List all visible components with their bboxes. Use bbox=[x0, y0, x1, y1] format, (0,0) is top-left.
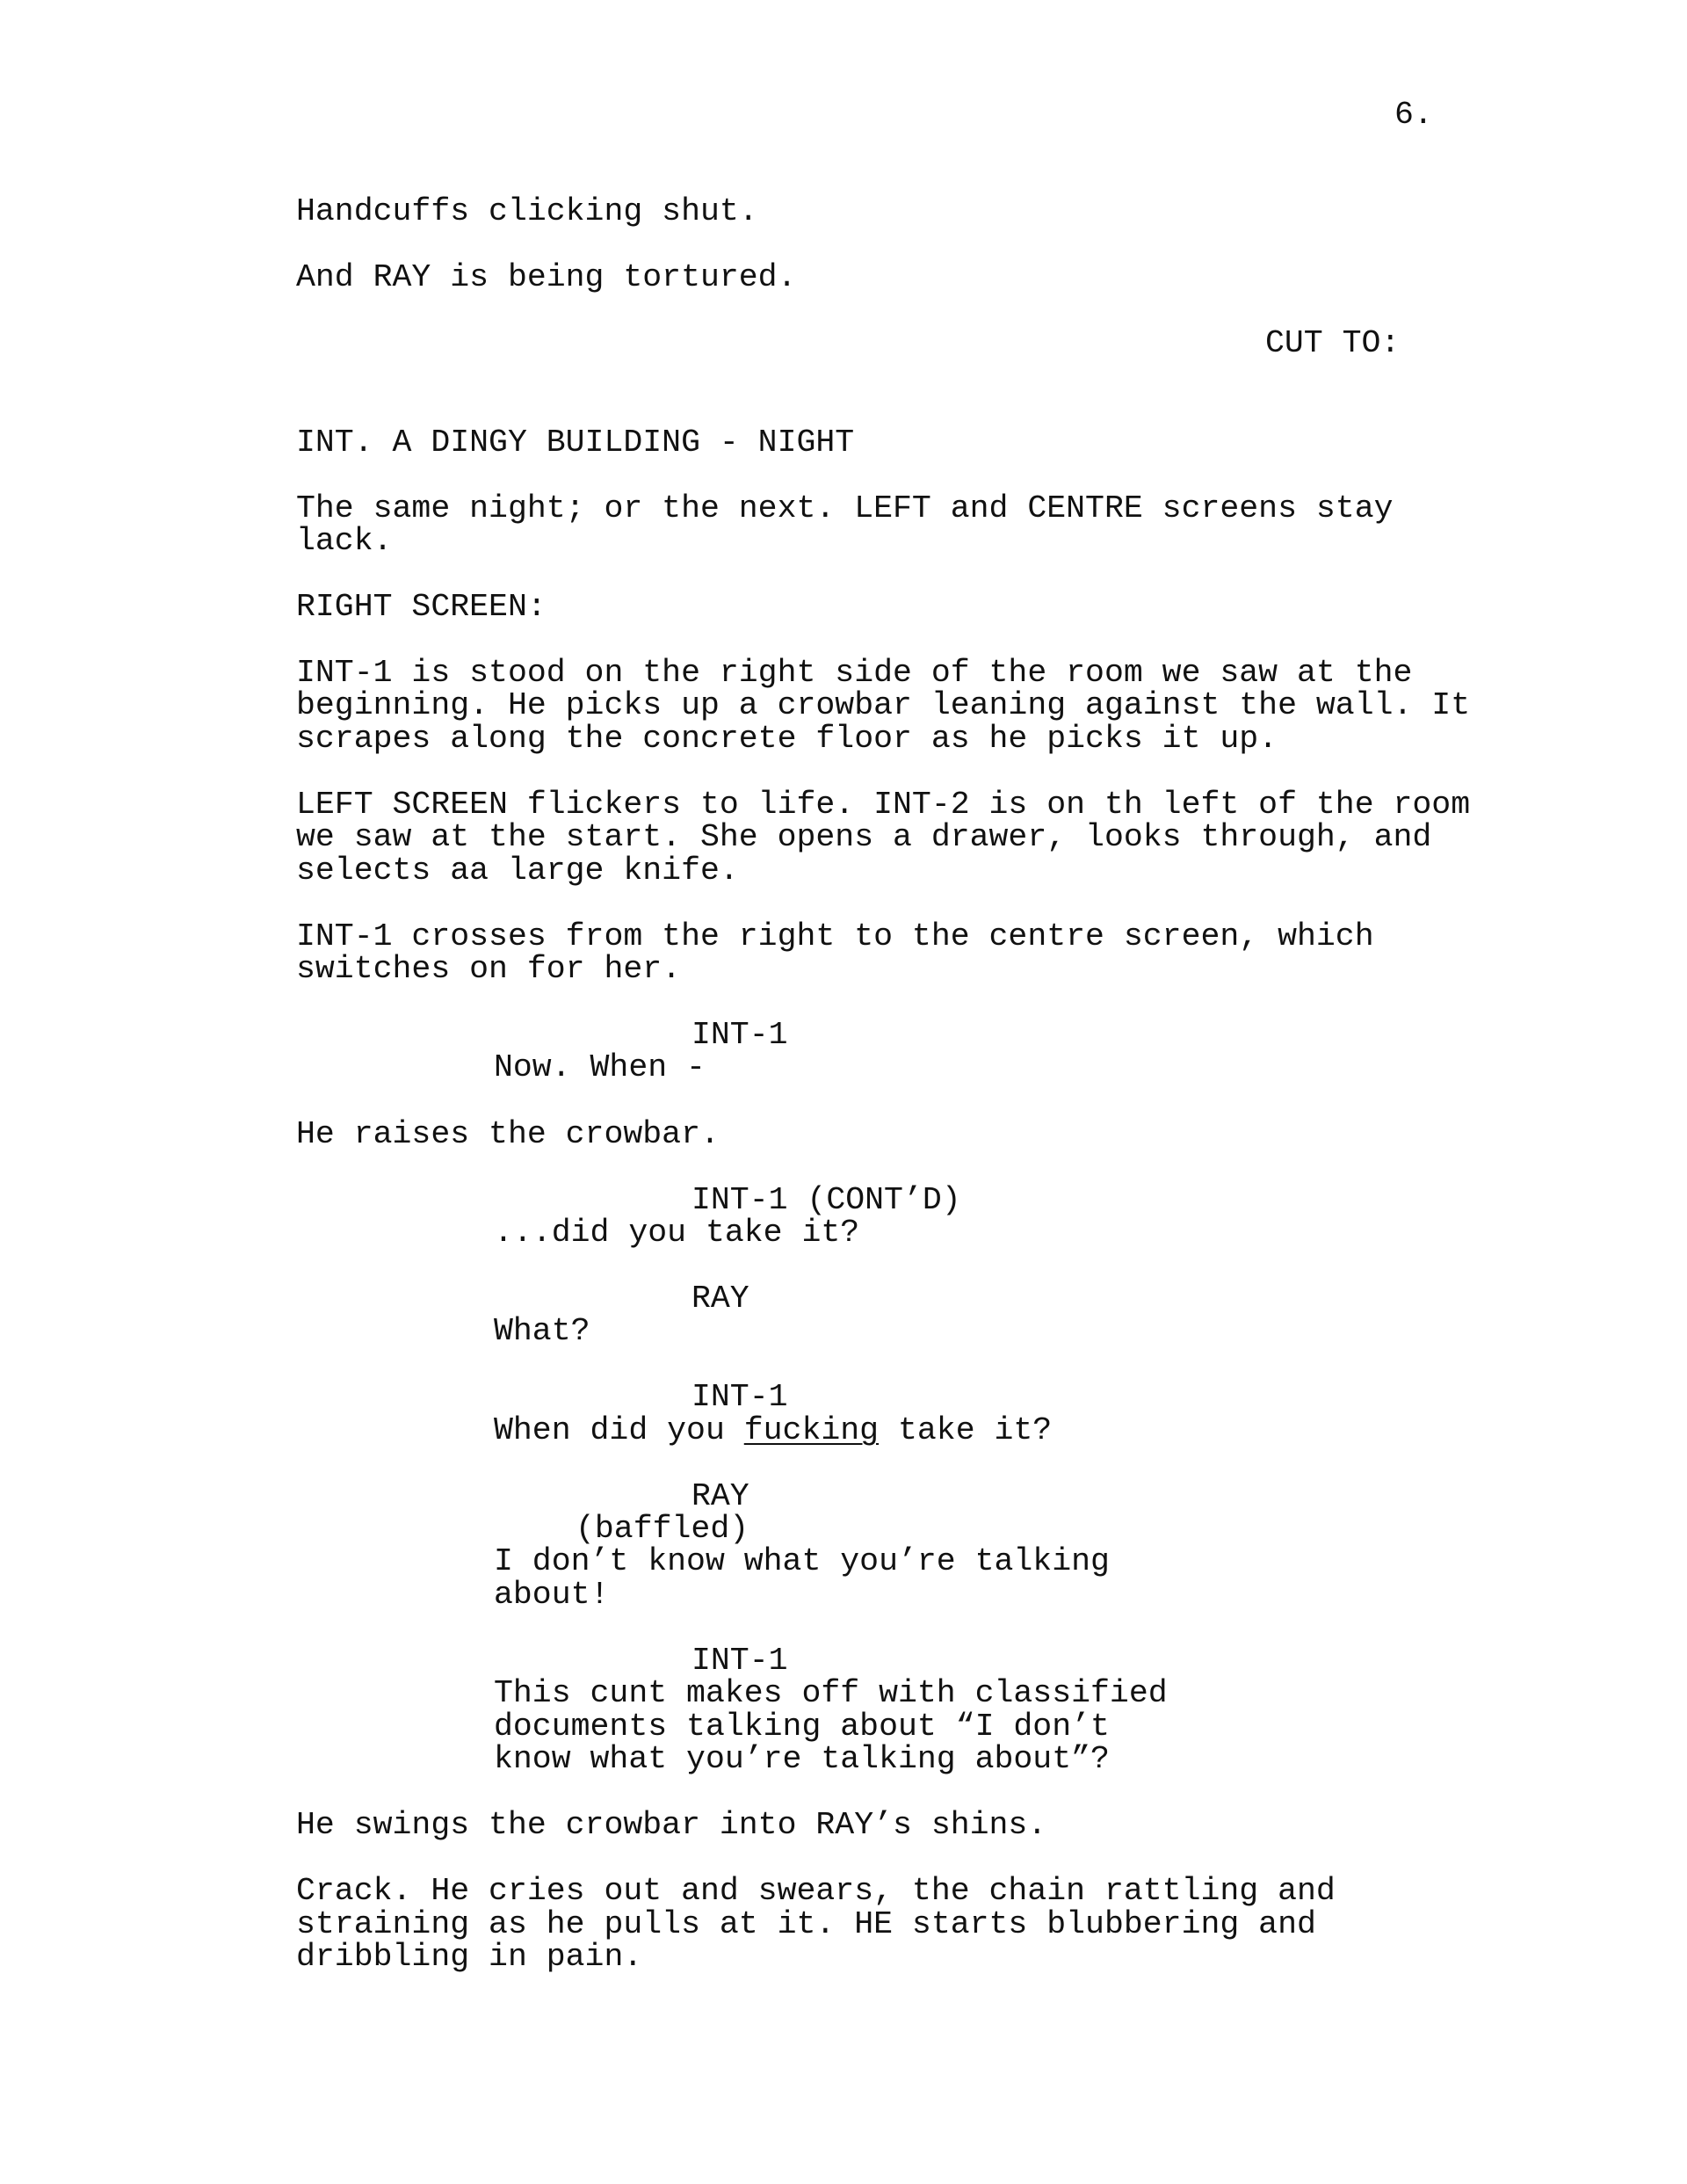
action-line: selects aa large knife. bbox=[296, 853, 739, 889]
action-line: He raises the crowbar. bbox=[296, 1116, 720, 1152]
dialogue-text: When did you bbox=[494, 1412, 744, 1448]
character-name: INT-1 (CONT’D) bbox=[691, 1182, 961, 1218]
page-number: 6. bbox=[1394, 97, 1433, 133]
action-line: switches on for her. bbox=[296, 951, 682, 987]
action-line: we saw at the start. She opens a drawer, looks through, and bbox=[296, 819, 1432, 855]
character-name: RAY bbox=[691, 1281, 749, 1317]
character-name: INT-1 bbox=[691, 1379, 788, 1415]
action-line: dribbling in pain. bbox=[296, 1939, 643, 1975]
action-line: He swings the crowbar into RAY’s shins. bbox=[296, 1807, 1047, 1843]
action-line: Crack. He cries out and swears, the chain rattling and bbox=[296, 1873, 1336, 1909]
dialogue-line: about! bbox=[494, 1577, 610, 1613]
underlined-word: fucking bbox=[743, 1412, 880, 1448]
scene-heading: INT. A DINGY BUILDING - NIGHT bbox=[296, 424, 855, 461]
action-line: INT-1 crosses from the right to the centre screen, which bbox=[296, 918, 1374, 954]
action-line: The same night; or the next. LEFT and CENTRE screens stay bbox=[296, 490, 1394, 526]
dialogue-line: This cunt makes off with classified bbox=[494, 1675, 1168, 1711]
parenthetical: (baffled) bbox=[576, 1511, 749, 1547]
action-line: RIGHT SCREEN: bbox=[296, 589, 547, 625]
character-name: INT-1 bbox=[691, 1643, 788, 1679]
dialogue-text: take it? bbox=[879, 1412, 1053, 1448]
character-name: RAY bbox=[691, 1478, 749, 1514]
dialogue-line: I don’t know what you’re talking bbox=[494, 1543, 1110, 1579]
dialogue-line bbox=[494, 1414, 1052, 1448]
dialogue-line: What? bbox=[494, 1313, 590, 1349]
action-line: scrapes along the concrete floor as he picks it up. bbox=[296, 721, 1278, 757]
action-line: INT-1 is stood on the right side of the room we saw at the bbox=[296, 655, 1413, 691]
dialogue-line: ...did you take it? bbox=[494, 1215, 860, 1251]
action-line: LEFT SCREEN flickers to life. INT-2 is on th left of the room bbox=[296, 787, 1471, 823]
action-line: straining as he pulls at it. HE starts blubbering and bbox=[296, 1906, 1316, 1942]
character-name: INT-1 bbox=[691, 1017, 788, 1053]
dialogue-line: know what you’re talking about”? bbox=[494, 1741, 1110, 1777]
transition: CUT TO: bbox=[1265, 325, 1401, 361]
action-line: beginning. He picks up a crowbar leaning against the wall. It bbox=[296, 687, 1471, 723]
action-line: Handcuffs clicking shut. bbox=[296, 193, 758, 229]
dialogue-line: Now. When - bbox=[494, 1049, 706, 1085]
action-line: lack. bbox=[296, 523, 393, 559]
dialogue-line: documents talking about “I don’t bbox=[494, 1709, 1110, 1745]
action-line: And RAY is being tortured. bbox=[296, 259, 797, 295]
